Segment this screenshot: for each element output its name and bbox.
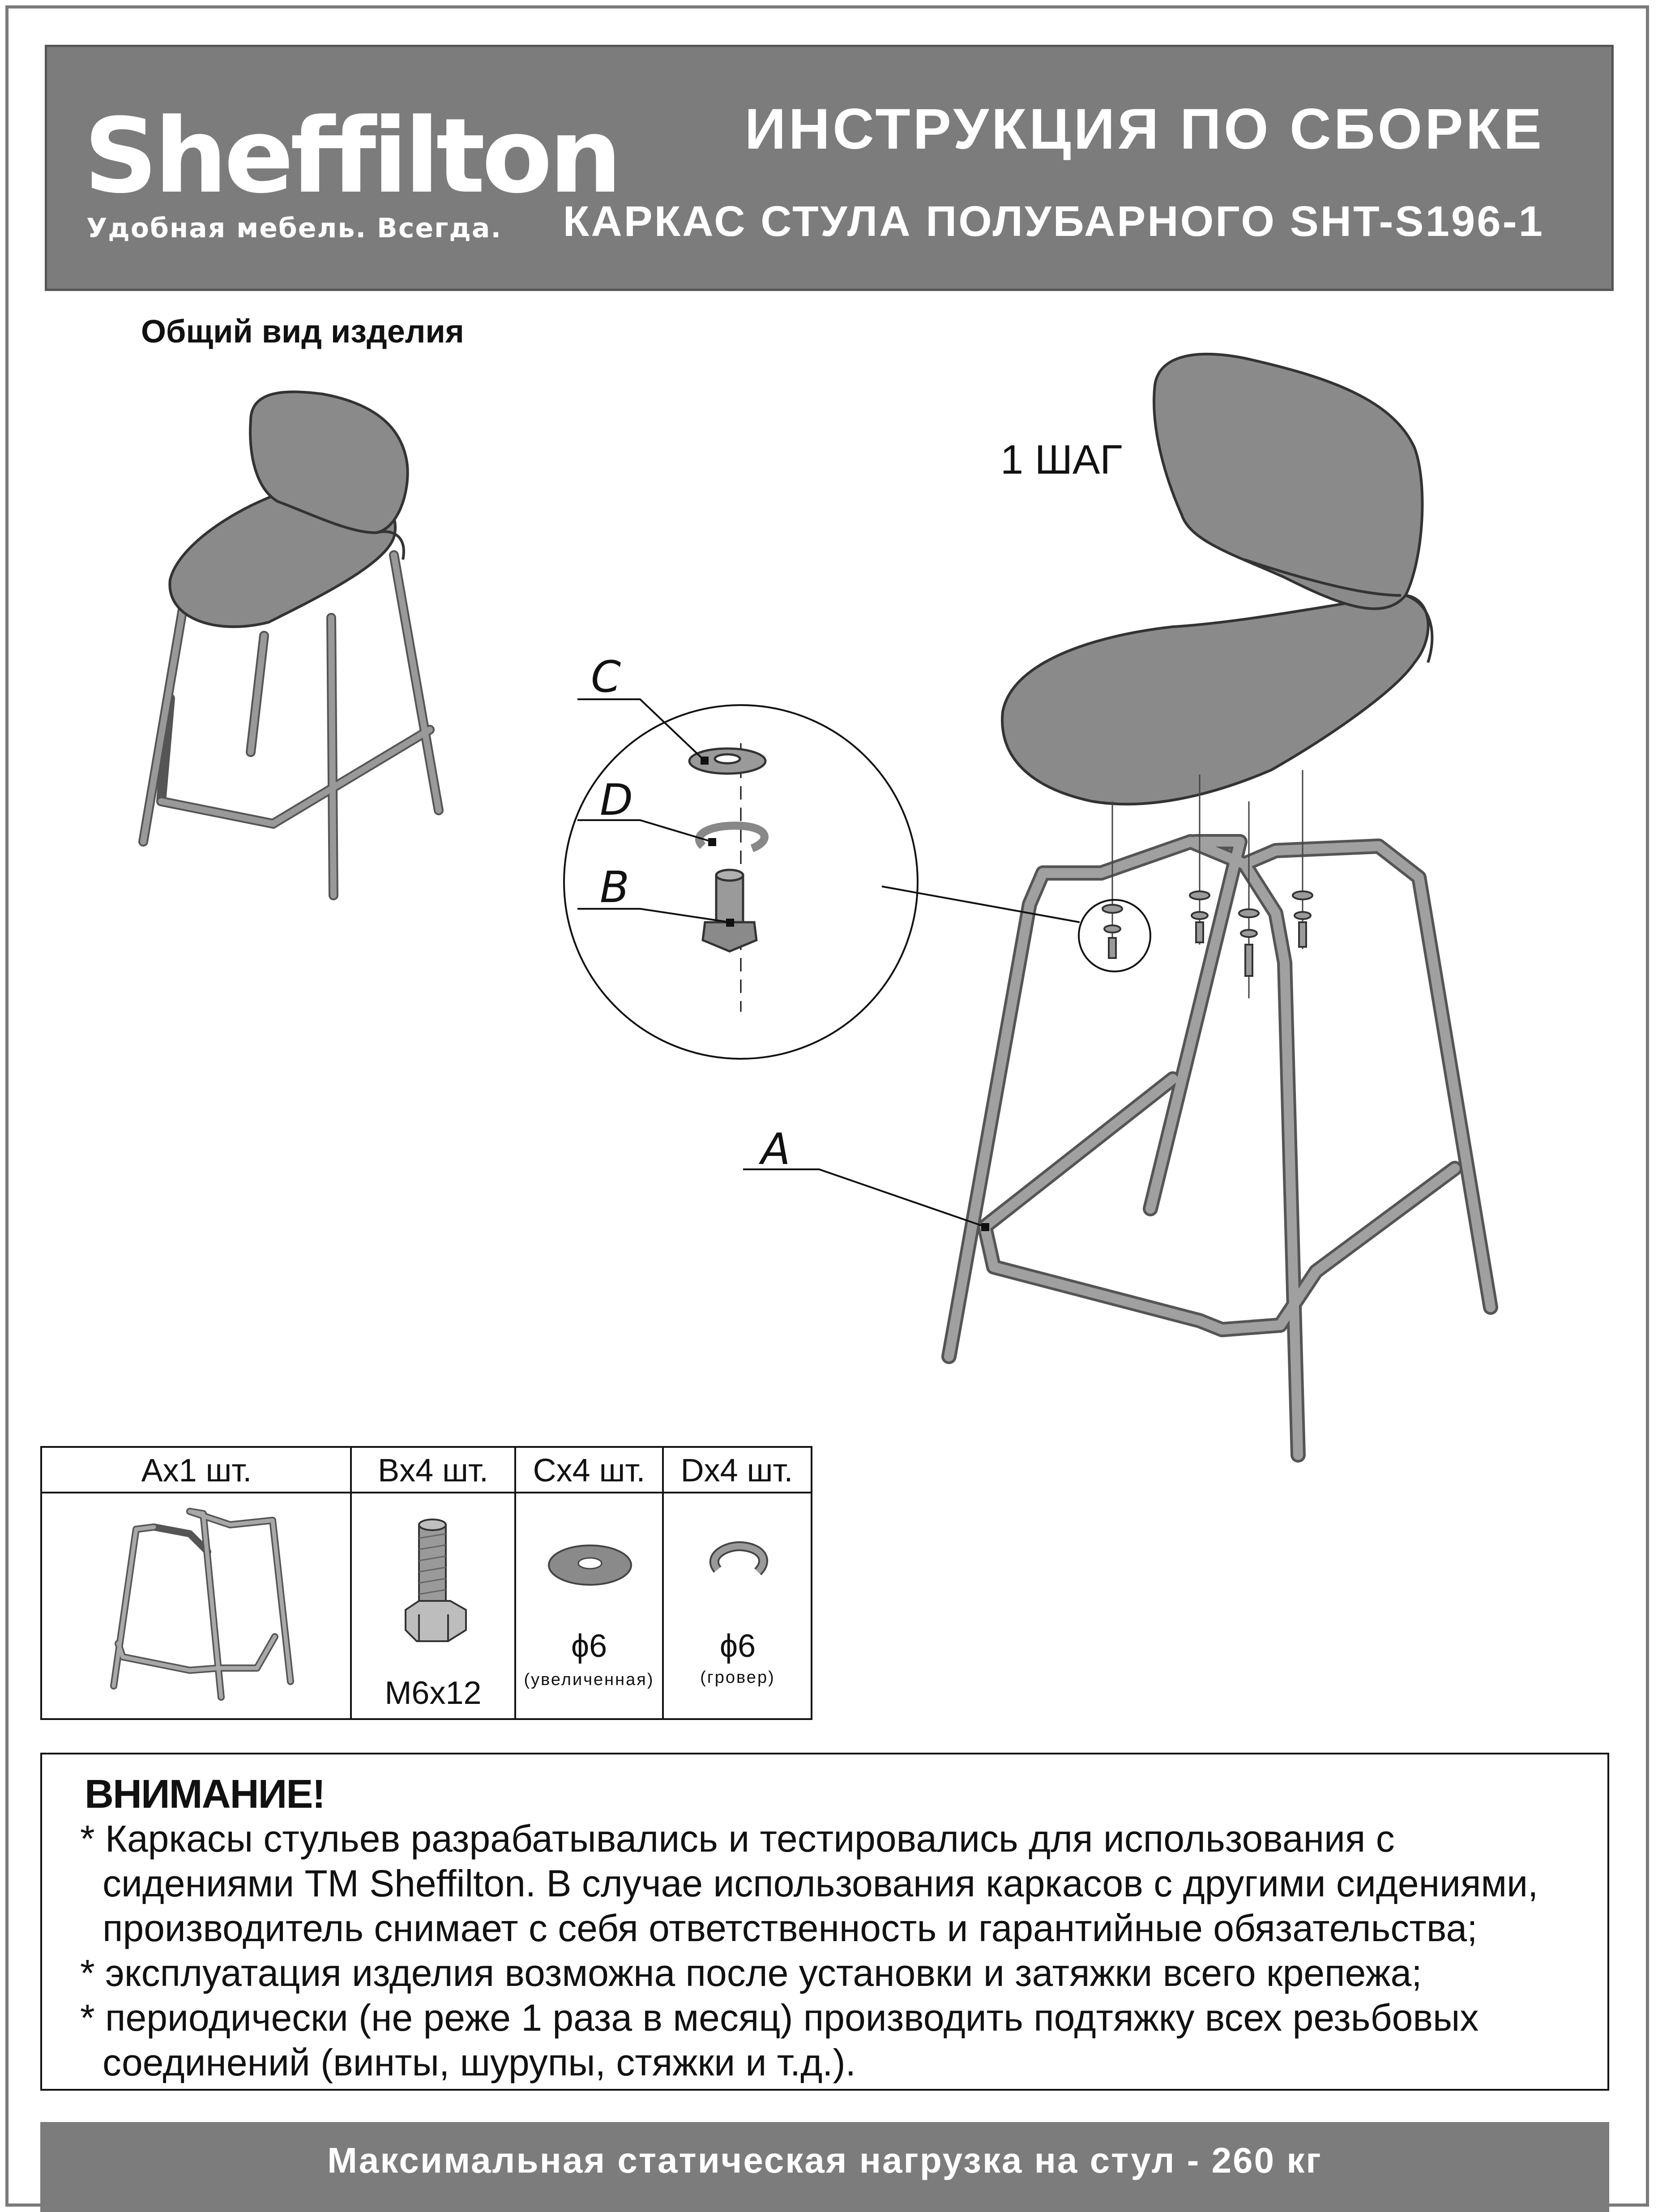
callout-b-label: B <box>600 862 629 912</box>
max-load-text: Максимальная статическая нагрузка на стул - 260 кг <box>327 2140 1322 2180</box>
spring-washer-note: (гровер) <box>700 1668 775 1687</box>
brand-tagline: Удобная мебель. Всегда. <box>86 213 502 244</box>
footer-banner <box>40 2122 1609 2212</box>
part-a-header: Ax1 шт. <box>42 1448 351 1493</box>
general-view-label: Общий вид изделия <box>141 314 464 350</box>
spring-washer-diameter: ϕ6 <box>719 1628 756 1664</box>
step-label: 1 ШАГ <box>1000 437 1123 483</box>
frame-icon <box>42 1493 350 1720</box>
general-view-chair <box>143 392 439 895</box>
callout-d-label: D <box>600 775 633 825</box>
document-title: ИНСТРУКЦИЯ ПО СБОРКЕ <box>744 97 1544 161</box>
warning-line: * эксплуатация изделия возможна после установки и затяжки всего крепежа; <box>80 1952 1422 1994</box>
warning-title: ВНИМАНИЕ! <box>85 1772 325 1817</box>
washer-note: (увеличенная) <box>524 1670 654 1689</box>
parts-table <box>40 1446 812 1720</box>
bolt-size: M6x12 <box>385 1675 482 1711</box>
warning-line: производитель снимает с себя ответственность и гарантийные обязательства; <box>103 1907 1478 1949</box>
callout-c-label: C <box>591 652 621 702</box>
main-chair-seat <box>1002 354 1432 804</box>
bolt-icon <box>352 1507 514 1655</box>
part-c-cell <box>516 1493 662 1718</box>
warning-line: сидениями ТМ Sheffilton. В случае использования каркасов с другими сидениями, <box>103 1862 1538 1904</box>
washer-icon <box>516 1520 662 1619</box>
washer-diameter: ϕ6 <box>571 1628 607 1664</box>
brand-logo: Sheffilton <box>84 97 619 216</box>
part-d-header: Dx4 шт. <box>663 1448 811 1493</box>
part-b-header: Bx4 шт. <box>351 1448 515 1493</box>
part-a-cell <box>42 1493 350 1718</box>
main-chair-frame <box>949 842 1491 1455</box>
callout-a-label: A <box>761 1124 791 1174</box>
warning-box <box>40 1753 1609 2091</box>
part-b-cell <box>352 1493 514 1718</box>
warning-line: * Каркасы стульев разрабатывались и тестировались для использования с <box>80 1818 1395 1860</box>
part-c-header: Cx4 шт. <box>515 1448 663 1493</box>
product-title: КАРКАС СТУЛА ПОЛУБАРНОГО SHT-S196-1 <box>563 197 1544 245</box>
warning-line: соединений (винты, шурупы, стяжки и т.д.). <box>103 2041 856 2084</box>
warning-line: * периодически (не реже 1 раза в месяц) производить подтяжку всех резьбовых <box>80 1997 1479 2039</box>
spring-washer-icon <box>664 1520 812 1619</box>
part-d-cell <box>664 1493 812 1718</box>
detail-bolt-b <box>703 870 756 951</box>
